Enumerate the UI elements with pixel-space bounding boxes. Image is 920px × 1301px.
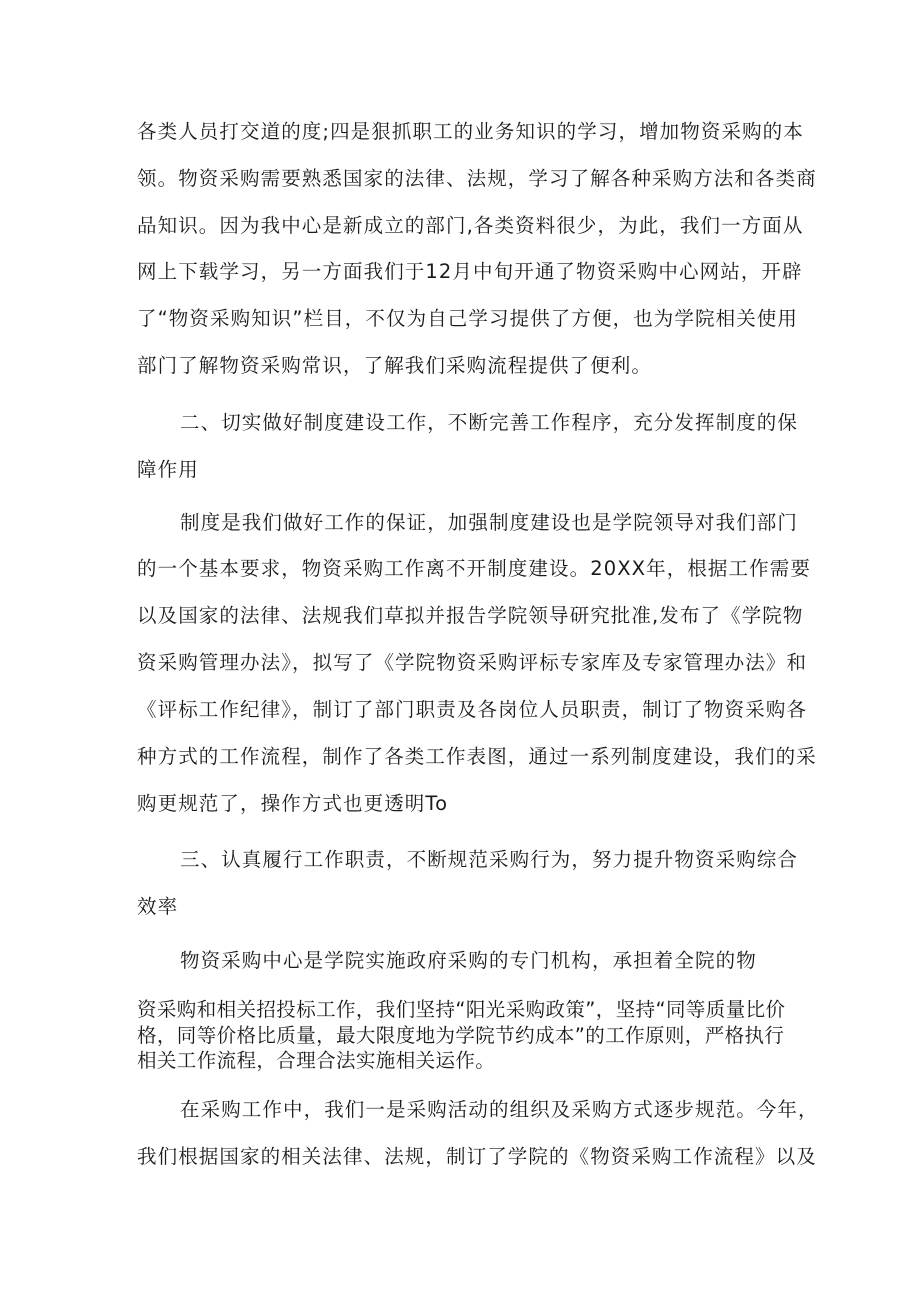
body-text-line: 物资采购中心是学院实施政府采购的专门机构，承担着全院的物 — [180, 949, 757, 972]
section-heading: 效率 — [137, 895, 179, 918]
body-text-line: 的一个基本要求，物资采购工作离不开制度建设。20XX年，根据工作需要 — [137, 557, 811, 580]
body-text-line: 网上下载学习，另一方面我们于12月中旬开通了物资采购中心网站，开辟 — [137, 260, 803, 283]
body-text-line: 资采购管理办法》，拟写了《学院物资采购评标专家库及专家管理办法》和 — [137, 651, 808, 674]
body-text-line: 《评标工作纪律》，制订了部门职责及各岗位人员职责，制订了物资采购各 — [137, 698, 808, 721]
body-text-line: 部门了解物资采购常识，了解我们采购流程提供了便利。 — [137, 354, 653, 377]
body-text-line: 在采购工作中，我们一是采购活动的组织及采购方式逐步规范。今年， — [180, 1098, 819, 1121]
section-heading: 三、认真履行工作职责，不断规范采购行为，努力提升物资采购综合 — [180, 848, 799, 871]
body-text-line: 以及国家的法律、法规我们草拟并报告学院领导研究批准,发布了《学院物 — [137, 604, 804, 627]
body-text-line: 购更规范了，操作方式也更透明To — [137, 792, 449, 815]
body-text-line: 领。物资采购需要熟悉国家的法律、法规，学习了解各种采购方法和各类商 — [137, 167, 817, 190]
body-text-line: 了“物资采购知识”栏目，不仅为自己学习提供了方便，也为学院相关使用 — [137, 307, 799, 330]
section-heading: 二、切实做好制度建设工作，不断完善工作程序，充分发挥制度的保 — [180, 411, 799, 434]
section-heading: 障作用 — [137, 458, 199, 481]
body-text-line: 各类人员打交道的度;四是狠抓职工的业务知识的学习，增加物资采购的本 — [137, 120, 804, 143]
body-text-line: 我们根据国家的相关法律、法规，制订了学院的《物资采购工作流程》以及 — [137, 1145, 817, 1168]
body-text-line: 品知识。因为我中心是新成立的部门,各类资料很少，为此，我们一方面从 — [137, 214, 804, 237]
body-text-line: 种方式的工作流程，制作了各类工作表图，通过一系列制度建设，我们的采 — [137, 745, 817, 768]
body-text-paragraph: 资采购和相关招投标工作，我们坚持“阳光采购政策”，坚持“同等质量比价格，同等价格比质量，最大限度地为学院节约成本”的工作原则，严格执行相关工作流程，合理合法实施相关运作。 — [137, 998, 786, 1072]
body-text-line: 制度是我们做好工作的保证，加强制度建设也是学院领导对我们部门 — [180, 511, 799, 534]
